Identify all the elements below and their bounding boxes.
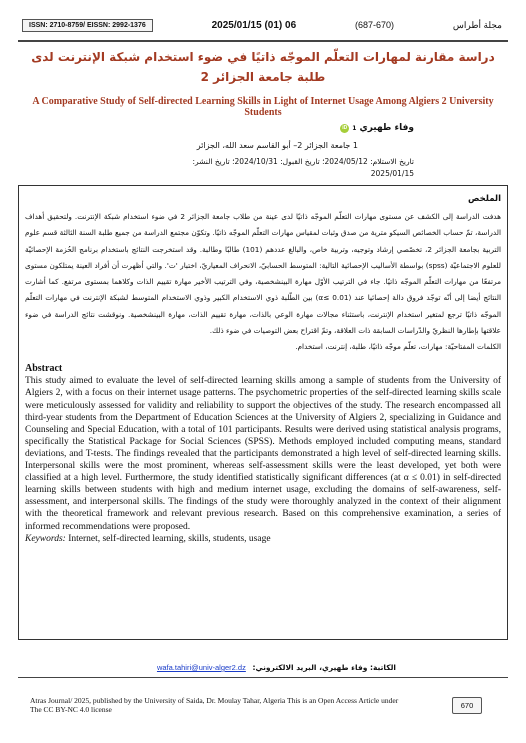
- affiliation: 1 جامعة الجزائر 2– أبو القاسم سعد الله، الجزائر: [196, 141, 358, 150]
- page-range: (687-670): [355, 20, 395, 30]
- author-line: [340, 123, 414, 133]
- issue-date: 2025/01/15 (01) 06: [211, 19, 297, 31]
- arabic-keywords: الكلمات المفتاحيّة: مهارات، تعلّم موجّه ذاتيًا، طلبة، إنترنت، استخدام.: [295, 342, 501, 352]
- english-abstract-body: This study aimed to evaluate the level of self-directed learning skills among a sample of students from the University of Algiers 2, with a focus on their internet usage patterns. The psychometric properties of the self-directed learning skills scale were meticulously assessed for validity and reliability to support the objectives of the study. The research encompassed all third-year students from the Department of Education Sciences at the University of Algiers 2, specializing in Guidance and Counseling and Special Education, with a total of 101 participants. Results were derived using statistical analysis programs, specifically the Statistical Package for Social Sciences (SPSS). Methods employed included computing means, standard deviations, and T-tests. The findings revealed that the participants demonstrated a high level of self-directed learning skills. Interpersonal skills were the most prominent, whereas self-assessment skills were the least developed, yet both were classified at a high level. Furthermore, the study identified statistically significant differences (at α ≤ 0.01) in self-directed learning skills between students with high and medium internet usage, excluding the domains of self-awareness, self-assessment, and interpersonal skills. The findings of the study were thoroughly analyzed in the context of their alignment with the theoretical framework and relevant previous research. Based on this comprehensive examination, a series of informed recommendations were proposed.: [25, 376, 501, 532]
- corresponding-author: [157, 663, 396, 672]
- arabic-title: دراسة مقارنة لمهارات التعلّم الموجّه ذاتيًا في ضوء استخدام شبكة الإنترنت لدى طلبة جامعة الجزائر 2: [31, 50, 495, 84]
- header-divider: [18, 40, 508, 42]
- email-link[interactable]: wafa.tahiri@univ-alger2.dz: [156, 663, 246, 672]
- english-title: A Comparative Study of Self-directed Learning Skills in Light of Internet Usage Among Algiers 2 University Students: [32, 96, 494, 118]
- keywords-label: Keywords:: [25, 533, 66, 544]
- journal-name: مجلة أطراس: [452, 19, 502, 30]
- corresponding-label: الكاتبة: وفاء طهيري، البريد الالكتروني:: [252, 663, 396, 672]
- keywords-list: Internet, self-directed learning, skills, students, usage: [65, 533, 271, 544]
- page-number: 670: [452, 697, 482, 714]
- arabic-abstract-heading: الملخص: [468, 194, 501, 204]
- license-footer: Atras Journal/ 2025, published by the University of Saida, Dr. Moulay Tahar, Algeria This is an Open Access Article under The CC BY-NC 4.0 license: [30, 696, 399, 714]
- abstract-box: [18, 185, 508, 640]
- author-superscript: 1: [352, 124, 357, 132]
- footer-divider: [18, 677, 508, 678]
- arabic-abstract-body: هدفت الدراسة إلى الكشف عن مستوى مهارات التعلّم الموجّه ذاتيًا لدى عينة من طلاب جامعة الجزائر 2 في ضوء استخدام شبكة الإنترنت. ولتحقيق أهداف الدراسة، تمّ حساب الخصائص السيكو مترية من صدق وثبات لمقياس مهارات التعلّم الموجّه ذاتيًا. وتكوّن مجتمع الدراسة من جميع طلبة السنة الثالثة قسم علوم التربية بجامعة الجزائر 2، تخصّصي إرشاد وتوجيه، وتربية خاص، والبالغ عددهم (101) طالبًا وطالبة. وقد استخرجت النتائج باستخدام برنامج الحُزمة الإحصائيّة للعلوم الاجتماعيّة (spss) بواسطة الأساليب الإحصائية التالية: المتوسط الحسابيّ، الانحراف المعياريّ، اختبار 'ت'. والتي أظهرت أن أفراد العينة يمتلكون مستوى مرتفعًا من مهارات التعلّم الموجّه ذاتيًا. جاء في الترتيب الأوّل مهارة البينشخصية، وفي الترتيب الأخير مهارة تقييم الذات وكلاهما بمستوى مرتفع. كما أشارت النتائج أيضا إلى أنّه توجّد فروق دالة إحصائيا عند (α≤ 0.01) بين الطّلبة ذوي الاستخدام الكبير وذوي الاستخدام المتوسط لشبكة الإنترنت في مهارات التعلّم الموجّه ذاتيًا ترجع لمتغير استخدام الإنترنت، باستثناء مجالات مهارة الوعي بالذات، مهارة تقييم الذات، مهارة البينشخصية. ونوقشت نتائج الدراسة في ضوء علاقتها بإطارها النظريّ والدّراسات السابقة ذات العلاقة، وتمّ اقتراح بعض التوصيات في ضوء ذلك.: [25, 212, 502, 336]
- issn-box: ISSN: 2710-8759/ EISSN: 2992-1376: [22, 19, 153, 32]
- dates-line-1: تاريخ الاستلام: 2024/05/12؛ تاريخ القبول: 2024/10/31؛ تاريخ النشر:: [192, 157, 414, 166]
- dates-line-2: 2025/01/15: [370, 169, 414, 178]
- english-abstract-heading: Abstract: [25, 363, 63, 375]
- author-name: وفاء طهيري: [359, 123, 414, 133]
- article-dates: [192, 156, 414, 180]
- journal-header: [18, 8, 508, 42]
- english-keywords: [25, 533, 501, 545]
- orcid-icon[interactable]: iD: [342, 124, 348, 131]
